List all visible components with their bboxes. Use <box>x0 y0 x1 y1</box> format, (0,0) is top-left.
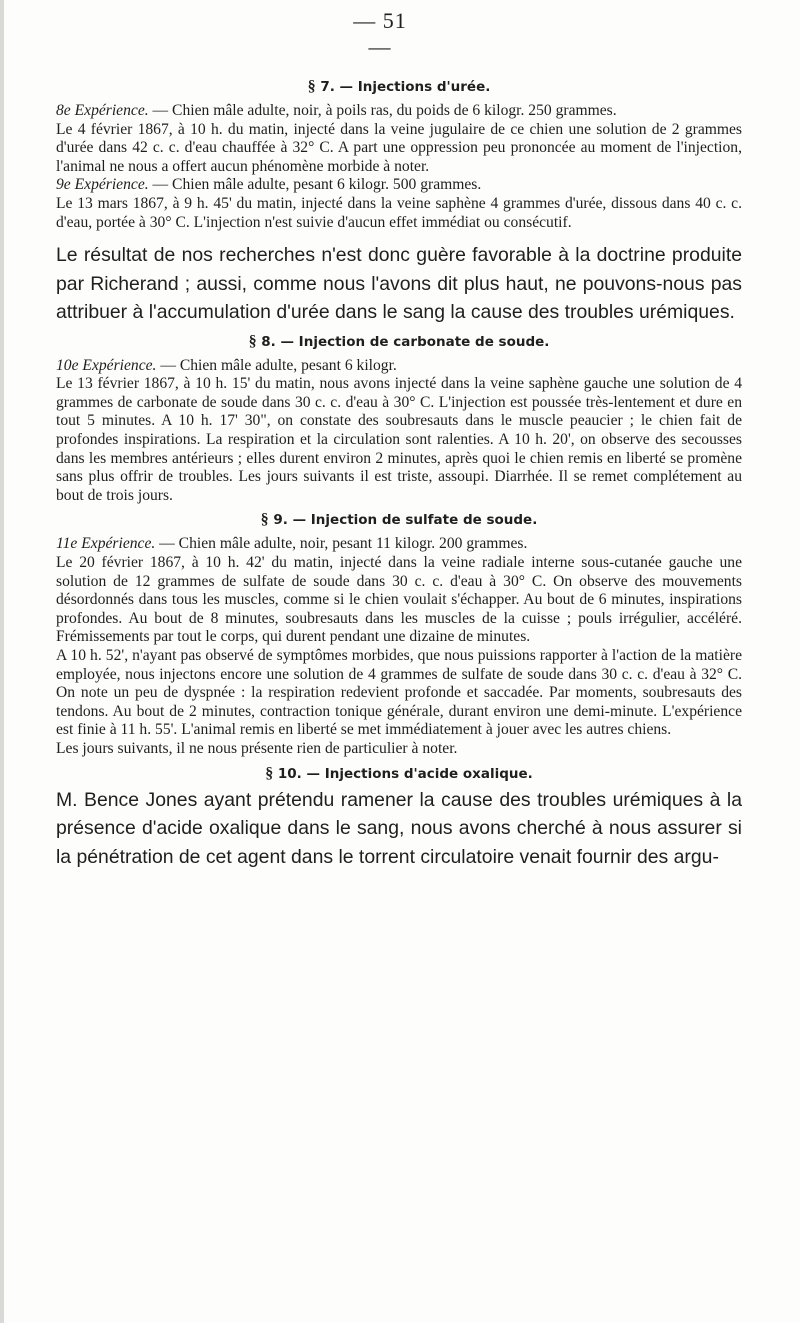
page-number: — 51 — <box>353 8 407 59</box>
section-title: 10. — Injections d'acide oxalique. <box>277 765 533 782</box>
section-sign: § <box>265 764 274 782</box>
experiment-label: 10e Expérience. <box>56 356 157 374</box>
page-edge-shadow <box>0 0 4 1323</box>
experiment-9-detail: Le 13 mars 1867, à 9 h. 45' du matin, injecté dans la veine saphène 4 grammes d'urée, dissous dans 40 c. c. d'eau, portée à 30° C. L'injection n'est suivie d'aucun effet immédiat ou consécutif. <box>56 194 742 231</box>
experiment-description: — Chien mâle adulte, noir, à poils ras, du poids de 6 kilogr. 250 grammes. <box>148 102 617 119</box>
section-heading-8 <box>56 333 742 351</box>
page-content <box>56 78 742 871</box>
section-heading-7 <box>56 78 742 96</box>
section-sign: § <box>260 511 269 529</box>
conclusion-paragraph: Le résultat de nos recherches n'est donc guère favorable à la doctrine produite par Richerand ; aussi, comme nous l'avons dit plus haut, ne pouvons-nous pas attribuer à l'accumulation d'urée dans le sang la cause des troubles urémiques. <box>56 244 742 324</box>
section-heading-10 <box>56 765 742 783</box>
experiment-9-intro <box>56 176 742 195</box>
section-sign: § <box>307 78 316 95</box>
experiment-11-detail-3: Les jours suivants, il ne nous présente rien de particulier à noter. <box>56 739 458 757</box>
section-title: 7. — Injections d'urée. <box>320 79 491 95</box>
experiment-10-detail: Le 13 février 1867, à 10 h. 15' du matin, nous avons injecté dans la veine saphène gauche une solution de 4 grammes de carbonate de soude dans 30 c. c. d'eau à 30° C. L'injection est poussée très-lentement et dure en tout 5 minutes. A 10 h. 17' 30", on constate des soubresauts dans le muscle peaucier ; le chien fait de profondes inspirations. La respiration et la circulation sont ralenties. A 10 h. 20', on observe des secousses dans les membres antérieurs ; elles durent environ 2 minutes, après quoi le chien remis en liberté se promène sans plus offrir de troubles. Les jours suivants il est triste, assoupi. Diarrhée. Il se remet complétement au bout de trois jours. <box>56 375 742 504</box>
section-title: 8. — Injection de carbonate de soude. <box>261 333 550 350</box>
section-sign: § <box>248 332 257 350</box>
experiment-8-intro <box>56 102 742 121</box>
experiment-label: 9e Expérience. <box>56 176 149 194</box>
section-heading-9 <box>56 511 742 529</box>
experiment-8-detail: Le 4 février 1867, à 10 h. du matin, injecté dans la veine jugulaire de ce chien une solution de 2 grammes d'urée dans 42 c. c. d'eau chauffée à 32° C. A part une oppression peu prononcée au moment de l'injection, l'animal ne nous a offert aucun phénomène morbide à noter. <box>56 120 742 175</box>
experiment-description: — Chien mâle adulte, noir, pesant 11 kilogr. 200 grammes. <box>155 535 528 553</box>
experiment-label: 8e Expérience. <box>56 102 149 119</box>
experiment-11-intro <box>56 535 742 554</box>
experiment-label: 11e Expérience. <box>56 535 156 553</box>
experiment-11-detail-2: A 10 h. 52', n'ayant pas observé de symptômes morbides, que nous puissions rapporter à l'action de la matière employée, nous injectons encore une solution de 4 grammes de sulfate de soude dans 30 c. c. d'eau à 32° C. On note un peu de dyspnée : la respiration redevient profonde et saccadée. Par moments, soubresauts des tendons. Au bout de 2 minutes, contraction tonique générale, durant environ une demi-minute. L'expérience est finie à 11 h. 55'. L'animal remis en liberté se met immédiatement à jouer avec les autres chiens. <box>56 646 742 739</box>
experiment-description: — Chien mâle adulte, pesant 6 kilogr. <box>156 356 397 374</box>
section-title: 9. — Injection de sulfate de soude. <box>273 512 538 529</box>
experiment-11-detail: Le 20 février 1867, à 10 h. 42' du matin, injecté dans la veine radiale interne sous-cutanée gauche une solution de 12 grammes de sulfate de soude dans 30 c. c. d'eau à 30° C. On observe des mouvements désordonnés dans tous les muscles, comme si le chien voulait s'échapper. Au bout de 6 minutes, inspirations profondes. Au bout de 8 minutes, soubresauts dans les muscles de la cuisse ; pouls irrégulier, accéléré. Frémissements par tout le corps, qui durent pendant une dizaine de minutes. <box>56 554 742 646</box>
experiment-10-intro <box>56 357 742 376</box>
final-paragraph: M. Bence Jones ayant prétendu ramener la cause des troubles urémiques à la présence d'acide oxalique dans le sang, nous avons cherché à nous assurer si la pénétration de cet agent dans le torrent circulatoire venait fournir des argu- <box>56 788 742 868</box>
experiment-description: — Chien mâle adulte, pesant 6 kilogr. 500 grammes. <box>148 176 482 194</box>
